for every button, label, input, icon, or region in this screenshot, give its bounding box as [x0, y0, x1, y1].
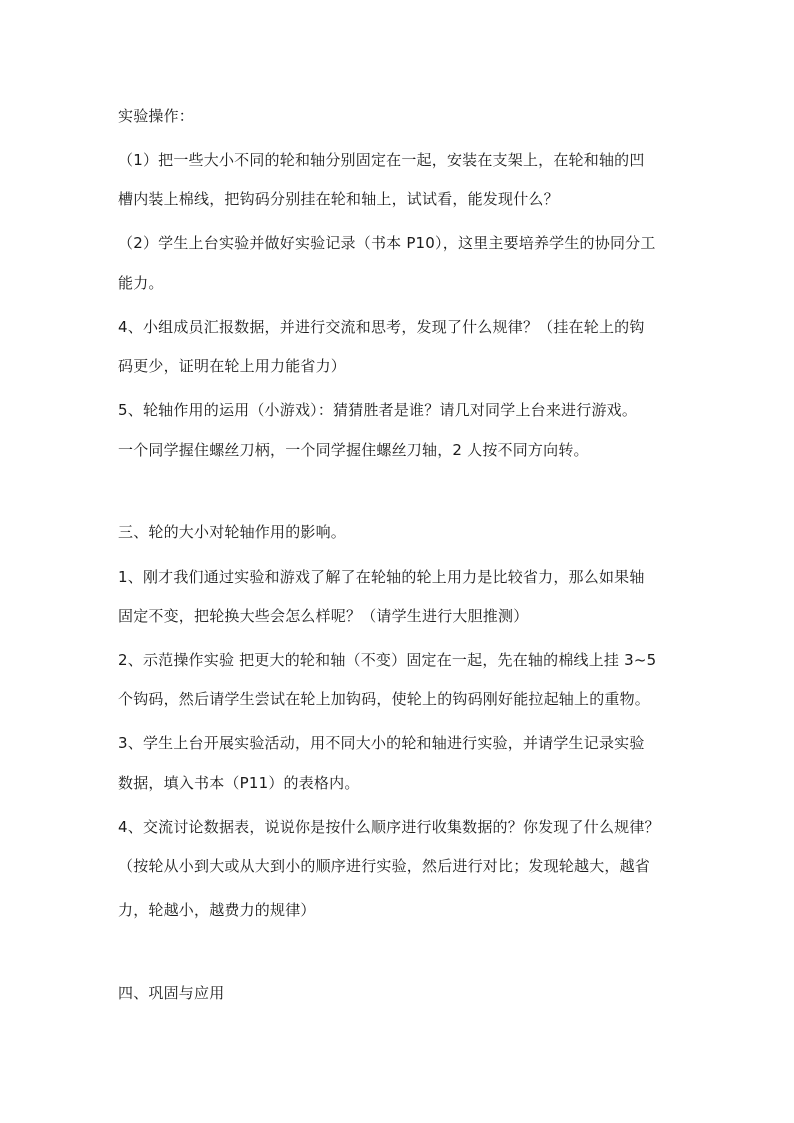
text-line: 3、学生上台开展实验活动，用不同大小的轮和轴进行实验，并请学生记录实验	[118, 734, 645, 752]
text-line: （1）把一些大小不同的轮和轴分别固定在一起，安装在支架上，在轮和轴的凹	[118, 151, 645, 169]
text-line: 固定不变，把轮换大些会怎么样呢？（请学生进行大胆推测）	[118, 607, 529, 625]
text-line: 4、交流讨论数据表，说说你是按什么顺序进行收集数据的？你发现了什么规律？	[118, 818, 660, 836]
text-line: 一个同学握住螺丝刀柄，一个同学握住螺丝刀轴，2 人按不同方向转。	[118, 441, 589, 459]
text-line: 2、示范操作实验 把更大的轮和轴（不变）固定在一起，先在轴的棉线上挂 3~5	[118, 651, 657, 669]
text-line: 5、轮轴作用的运用（小游戏）：猜猜胜者是谁？请几对同学上台来进行游戏。	[118, 401, 638, 419]
section-heading: 四、巩固与应用	[118, 984, 225, 1002]
text-line: 码更少，证明在轮上用力能省力）	[118, 357, 347, 375]
text-line: 4、小组成员汇报数据，并进行交流和思考，发现了什么规律？（挂在轮上的钩	[118, 318, 645, 336]
section-heading: 三、轮的大小对轮轴作用的影响。	[118, 523, 347, 541]
text-line: 能力。	[118, 274, 164, 292]
text-line: 数据，填入书本（P11）的表格内。	[118, 774, 360, 792]
text-line: 槽内装上棉线，把钩码分别挂在轮和轴上，试试看，能发现什么？	[118, 190, 559, 208]
text-line: 力，轮越小，越费力的规律）	[118, 901, 316, 919]
text-line: （按轮从小到大或从大到小的顺序进行实验，然后进行对比；发现轮越大，越省	[118, 857, 651, 875]
text-line: 实验操作：	[118, 107, 195, 125]
text-line: （2）学生上台实验并做好实验记录（书本 P10），这里主要培养学生的协同分工	[118, 234, 656, 252]
text-line: 个钩码，然后请学生尝试在轮上加钩码，使轮上的钩码刚好能拉起轴上的重物。	[118, 690, 651, 708]
text-line: 1、刚才我们通过实验和游戏了解了在轮轴的轮上用力是比较省力，那么如果轴	[118, 568, 645, 586]
